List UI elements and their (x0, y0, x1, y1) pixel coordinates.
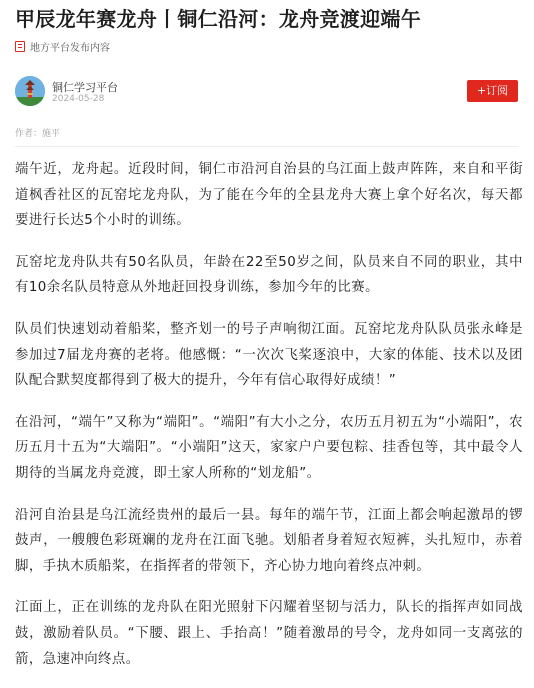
paragraph: 端午近，龙舟起。近段时间，铜仁市沿河自治县的乌江面上鼓声阵阵，来自和平街道枫香社区的瓦窑坨龙舟队，为了能在今年的全县龙舟大赛上拿个好名次，每天都要进行长达5个小时的训练。 (15, 162, 523, 229)
source-tag (15, 38, 110, 54)
paragraph: 在沿河，“端午”又称为“端阳”。“端阳”有大小之分，农历五月初五为“小端阳”，农历五月十五为“大端阳”。“小端阳”这天，家家户户要包粽、挂香包等，其中最令人期待的当属龙舟竞渡，即土家人所称的“划龙船”。 (15, 414, 523, 481)
article-title: 甲辰龙年赛龙舟丨铜仁沿河：龙舟竞渡迎端午 (15, 7, 421, 31)
divider (15, 146, 519, 147)
subscribe-button[interactable]: +订阅 (467, 80, 518, 102)
article-body (15, 157, 523, 688)
paragraph: 队员们快速划动着船桨，整齐划一的号子声响彻江面。瓦窑坨龙舟队队员张永峰是参加过7届龙舟赛的老将。他感慨：“一次次飞桨逐浪中，大家的体能、技术以及团队配合默契度都得到了极大的提升，今年有信心取得好成绩！” (15, 321, 523, 389)
paragraph: 瓦窑坨龙舟队共有50名队员，年龄在22至50岁之间，队员来自不同的职业，其中有10余名队员特意从外地赶回投身训练，参加今年的比赛。 (15, 254, 523, 296)
document-icon (15, 41, 25, 52)
publisher-name[interactable]: 铜仁学习平台 (52, 81, 118, 94)
paragraph: 沿河自治县是乌江流经贵州的最后一县。每年的端午节，江面上都会响起激昂的锣鼓声，一艘艘色彩斑斓的龙舟在江面飞驰。划船者身着短衣短裤，头扎短巾，赤着脚，手执木质船桨，在指挥者的带领下，齐心协力地向着终点冲刺。 (15, 507, 523, 574)
paragraph: 江面上，正在训练的龙舟队在阳光照射下闪耀着坚韧与活力，队长的指挥声如同战鼓，激励着队员。“下腰、跟上、手抬高！”随着激昂的号令，龙舟如同一支离弦的箭，急速冲向终点。 (15, 600, 523, 667)
author-line: 作者：施平 (15, 129, 61, 139)
publisher-avatar[interactable] (15, 76, 45, 106)
publish-date: 2024-05-28 (52, 94, 105, 104)
tower-logo-icon (15, 76, 45, 106)
source-label: 地方平台发布内容 (30, 42, 110, 54)
